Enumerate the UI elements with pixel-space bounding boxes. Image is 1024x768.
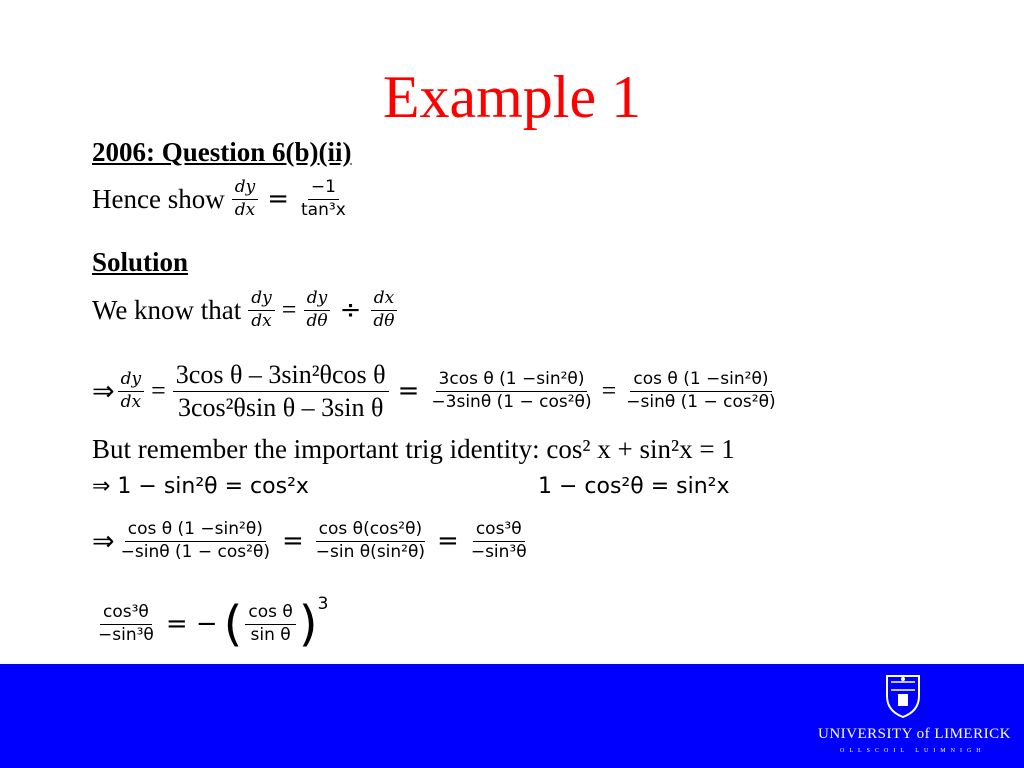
- right-paren: ): [298, 596, 318, 652]
- dy-numerator-2: dy: [248, 289, 275, 311]
- factored-fraction: [428, 370, 594, 412]
- factored-numerator: 3cos θ (1 −sin²θ): [436, 370, 588, 392]
- substitution-denominator-2: −sin θ(sin²θ): [315, 541, 426, 562]
- final-left-denominator: −sin³θ: [98, 624, 154, 645]
- question-heading: [92, 137, 352, 168]
- expanded-fraction: [173, 360, 389, 423]
- simplified-numerator: cos θ (1 −sin²θ): [630, 370, 771, 392]
- equals-sign-3: =: [151, 376, 166, 406]
- dydtheta-fraction: [303, 289, 330, 331]
- substitution-fraction-3: [468, 520, 530, 562]
- equals-sign-4: =: [397, 376, 420, 407]
- implies-sign: ⇒: [92, 375, 115, 406]
- dxdtheta-fraction: [370, 289, 397, 331]
- identity-row: [92, 474, 730, 499]
- final-left-fraction: [95, 603, 157, 645]
- university-crest-icon: [883, 672, 923, 718]
- question-label: 2006: Question 6(b)(ii): [92, 137, 352, 167]
- final-left-numerator: cos³θ: [100, 603, 152, 625]
- dx-denominator: dx: [234, 199, 256, 220]
- dydx-fraction: [232, 178, 259, 220]
- we-know-row: [92, 289, 401, 331]
- substitution-fraction-2: [313, 520, 428, 562]
- substitution-numerator-1: cos θ (1 −sin²θ): [125, 520, 266, 542]
- final-inner-fraction: [245, 603, 295, 645]
- dydx-fraction-3: [118, 370, 145, 412]
- substitution-denominator-3: −sin³θ: [470, 541, 527, 562]
- left-paren: (: [223, 596, 243, 652]
- equals-sign-5: =: [601, 376, 617, 406]
- substitution-denominator-1: −sinθ (1 − cos²θ): [120, 541, 270, 562]
- cube-exponent: 3: [317, 594, 329, 614]
- final-row: [92, 594, 329, 652]
- equals-sign: =: [267, 184, 290, 215]
- university-name: UNIVERSITY of LIMERICK: [818, 726, 1011, 742]
- substitution-fraction-1: [118, 520, 273, 562]
- divide-sign: ÷: [339, 295, 362, 326]
- dtheta-denominator-2: dθ: [373, 310, 395, 331]
- substitution-numerator-2: cos θ(cos²θ): [316, 520, 426, 542]
- expanded-denominator: 3cos²θsin θ – 3sin θ: [177, 392, 384, 422]
- expanded-numerator: 3cos θ – 3sin²θcos θ: [173, 360, 389, 392]
- neg-one: −1: [308, 178, 339, 200]
- factored-denominator: −3sinθ (1 − cos²θ): [431, 391, 592, 412]
- equals-sign-2: =: [281, 295, 297, 325]
- solution-heading: [92, 247, 188, 278]
- dy-numerator-4: dy: [118, 370, 145, 392]
- dy-numerator: dy: [232, 178, 259, 200]
- derivative-row: [92, 360, 782, 423]
- we-know-text: We know that: [92, 294, 242, 325]
- equals-sign-7: =: [437, 526, 459, 557]
- identity-right: 1 − cos²θ = sin²x: [538, 474, 730, 499]
- tan-cubed-x: tan³x: [301, 199, 346, 220]
- solution-label: Solution: [92, 247, 189, 277]
- dydx-fraction-2: [248, 289, 275, 331]
- dtheta-denominator: dθ: [306, 310, 328, 331]
- hence-show-text: Hence show: [92, 183, 225, 214]
- identity-left: ⇒ 1 − sin²θ = cos²x: [92, 474, 309, 499]
- dx-numerator: dx: [371, 289, 397, 311]
- dy-numerator-3: dy: [304, 289, 331, 311]
- equals-sign-6: =: [281, 526, 304, 557]
- substitution-row: [92, 520, 533, 562]
- final-inner-denominator: sin θ: [250, 624, 291, 645]
- dx-denominator-3: dx: [120, 391, 142, 412]
- substitution-numerator-3: cos³θ: [473, 520, 525, 542]
- simplified-fraction: [623, 370, 778, 412]
- university-irish-name: OLLSCOIL LUIMNIGH: [840, 748, 986, 754]
- slide-title: Example 1: [382, 64, 642, 130]
- equals-negative: = −: [165, 609, 218, 639]
- simplified-denominator: −sinθ (1 − cos²θ): [626, 391, 776, 412]
- final-inner-numerator: cos θ: [245, 603, 295, 625]
- neg-one-over-tan-fraction: [298, 178, 349, 220]
- identity-text: But remember the important trig identity: cos² x + sin²x = 1: [92, 434, 735, 464]
- implies-sign-2: ⇒: [92, 525, 115, 556]
- hence-show-row: [92, 178, 352, 220]
- dx-denominator-2: dx: [251, 310, 272, 331]
